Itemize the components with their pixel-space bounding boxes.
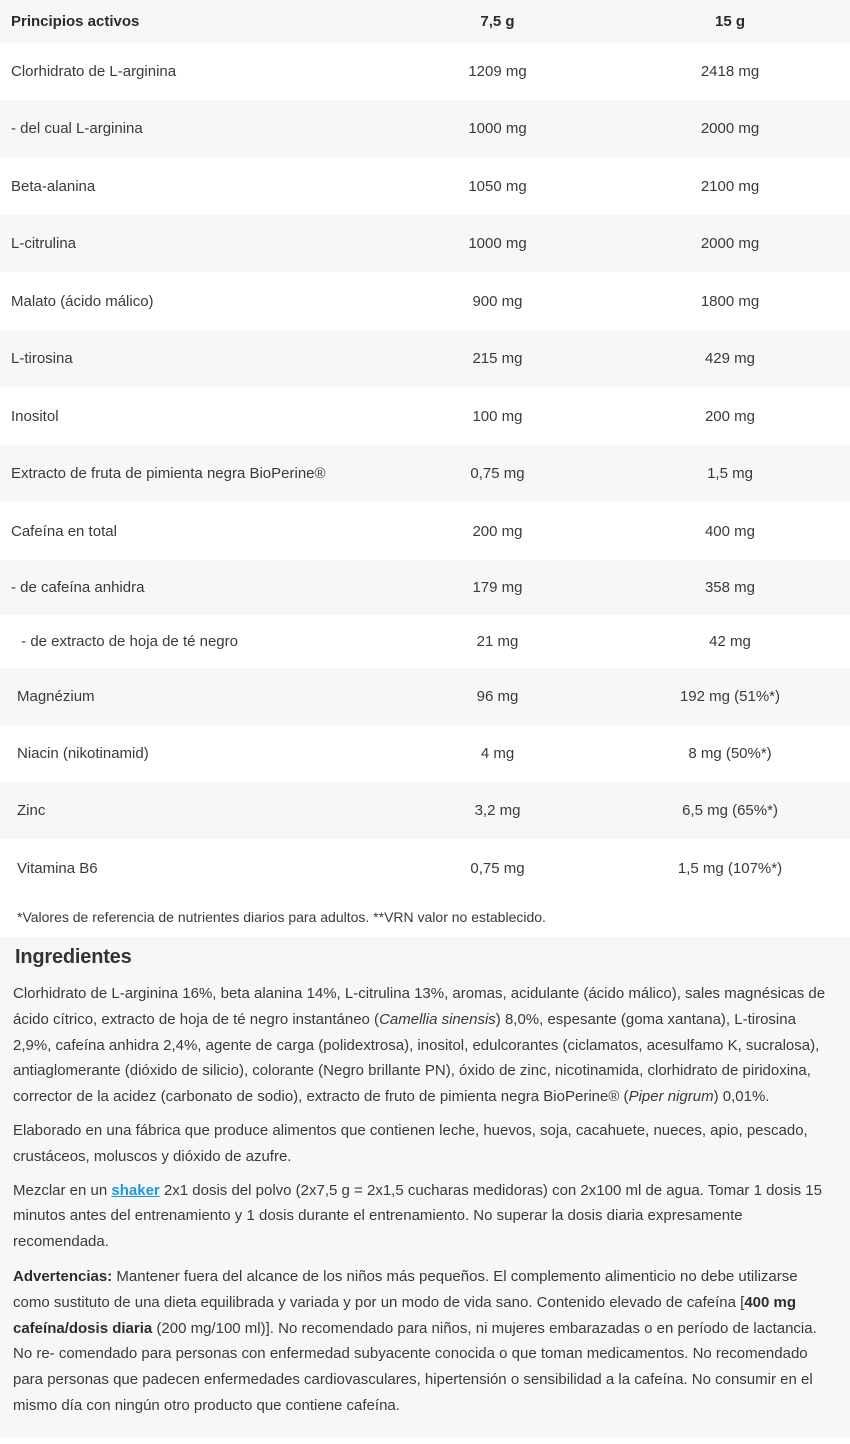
row-name: Magnézium [17,688,95,705]
table-row [0,560,850,615]
row-name: Beta-alanina [11,177,96,195]
row-dose-2: 2100 mg [700,177,760,195]
usage-instructions [13,1178,838,1255]
row-dose-1: 0,75 mg [470,465,525,482]
ingredients-section [0,937,850,1438]
reference-footnote: *Valores de referencia de nutrientes diarios para adultos. **VRN valor no establecido. [17,909,546,925]
table-row [0,157,850,215]
table-row [0,615,850,668]
row-dose-2: 192 mg (51%*) [679,688,781,705]
row-name: Clorhidrato de L-arginina [11,63,177,80]
table-row [0,387,850,445]
row-name: Extracto de fruta de pimienta negra BioPerine® [11,465,326,482]
row-name: Malato (ácido málico) [11,292,154,310]
warnings-text: (200 mg/100 ml)]. No recomendado para niños, ni mujeres embarazadas o en período de lactancia. No re- comendado para personas con enfermedad subyacente conocida o que toman medicamentos. No recomendado para personas que padecen enfermedades cardiovasculares, hipertensión o sensibilidad a la cafeína. No consumir en el mismo día con ningún otro producto que contiene cafeína. [13,1319,817,1414]
header-dose-1: 7,5 g [480,13,515,30]
ingredients-title: Ingredientes [15,946,132,968]
row-dose-2: 200 mg [704,407,756,425]
table-row [0,43,850,100]
row-name: L-citrulina [11,235,77,252]
allergen-notice: Elaborado en una fábrica que produce alimentos que contienen leche, huevos, soja, cacahuete, nueces, apio, pescado, crustáceos, moluscos y dióxido de azufre. [13,1121,808,1165]
row-dose-1: 3,2 mg [474,802,521,819]
latin-name: Piper nigrum [628,1088,714,1106]
header-dose-2: 15 g [714,13,745,30]
shaker-link[interactable]: shaker [111,1181,160,1199]
row-dose-2: 8 mg (50%*) [688,745,772,762]
table-row [0,100,850,157]
ingredients-list [13,981,838,1110]
latin-name: Camellia sinensis [379,1010,496,1028]
row-dose-1: 200 mg [472,522,523,540]
row-name: Niacin (nikotinamid) [17,745,149,762]
row-dose-1: 4 mg [480,745,515,762]
table-row [0,445,850,502]
row-dose-1: 215 mg [472,350,523,367]
row-name: Zinc [17,802,46,819]
caffeine-dose: 400 mg cafeína/dosis diaria [13,1293,797,1337]
row-dose-2: 2000 mg [700,235,760,252]
ingredients-text: ) 8,0%, espesante (goma xantana), L-tirosina 2,9%, cafeína anhidra 2,4%, agente de carga (polidextrosa), inositol, edulcorantes (ciclamatos, acesulfamo K, sucralosa), antiaglomerante (dióxido de silicio), colorante (Negro brillante PN), óxido de zinc, nicotinamida, clorhidrato de piridoxina, corrector de la acidez (carbonato de sodio), extracto de fruto de pimienta negra BioPerine® ( [13,1010,820,1106]
ingredients-text: Clorhidrato de L-arginina 16%, beta alanina 14%, L-citrulina 13%, aromas, acidulante (ácido málico), sales magnésicas de ácido cítrico, extracto de hoja de té negro instantáneo ( [13,985,826,1028]
row-dose-2: 358 mg [704,579,756,596]
table-header-row [0,0,850,43]
row-dose-1: 1209 mg [468,63,527,80]
row-name: - de cafeína anhidra [11,579,145,596]
table-row [0,272,850,330]
table-row [0,725,850,782]
row-dose-1: 900 mg [472,292,523,310]
table-row [0,839,850,897]
table-row [0,782,850,839]
row-dose-1: 179 mg [472,579,523,596]
row-dose-1: 1050 mg [468,177,527,195]
row-name: Inositol [11,407,59,425]
ingredients-text: ) 0,01%. [713,1088,770,1106]
usage-text: Mezclar en un [13,1181,112,1199]
row-dose-2: 6,5 mg (65%*) [682,802,778,819]
row-dose-2: 1,5 mg (107%*) [677,859,783,877]
warnings [13,1264,838,1419]
row-dose-1: 96 mg [476,688,519,705]
row-dose-1: 1000 mg [468,120,527,137]
warnings-text: Mantener fuera del alcance de los niños más pequeños. El complemento alimenticio no debe utilizarse como sustituto de una dieta equilibrada y variada y por un modo de vida sano. Contenido elevado de cafeína [ [13,1267,798,1311]
row-name: Cafeína en total [11,522,117,540]
warnings-label: Advertencias: [13,1267,113,1285]
usage-text: 2x1 dosis del polvo (2x7,5 g = 2x1,5 cucharas medidoras) con 2x100 ml de agua. Tomar 1 dosis 15 minutos antes del entrenamiento y 1 dosis durante el entrenamiento. No superar la dosis diaria expresamente recomendada. [13,1181,822,1251]
row-dose-2: 2418 mg [700,63,760,80]
row-dose-2: 1800 mg [700,292,760,310]
row-name: Vitamina B6 [17,859,98,877]
row-dose-1: 21 mg [476,633,519,650]
row-dose-2: 400 mg [704,522,756,540]
row-dose-2: 1,5 mg [707,465,753,482]
row-dose-1: 0,75 mg [470,859,525,877]
row-name: - de extracto de hoja de té negro [17,633,238,650]
header-name: Principios activos [11,13,140,30]
table-row [0,330,850,387]
row-name: - del cual L-arginina [11,120,143,137]
table-row [0,668,850,725]
row-dose-2: 42 mg [709,633,751,650]
row-dose-2: 2000 mg [700,120,760,137]
table-row [0,502,850,560]
row-dose-1: 100 mg [472,407,523,425]
row-dose-2: 429 mg [704,350,756,367]
row-name: L-tirosina [11,350,73,367]
row-dose-1: 1000 mg [468,235,527,252]
table-row [0,215,850,272]
